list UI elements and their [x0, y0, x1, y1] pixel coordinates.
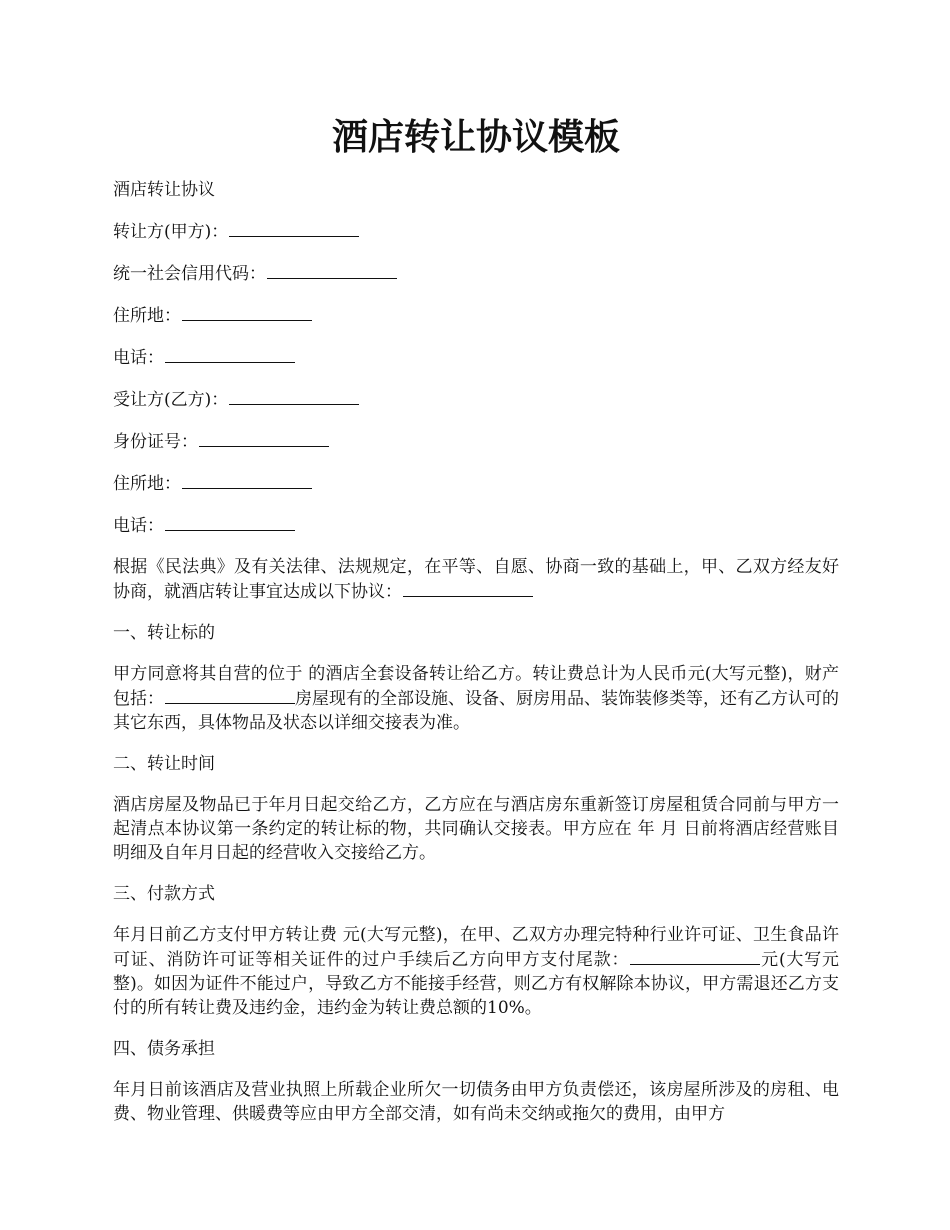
address-a-label: 住所地：: [113, 306, 181, 326]
transferor-field: [113, 219, 839, 244]
address-a-field: [113, 303, 839, 328]
section-2-body: 酒店房屋及物品已于年月日起交给乙方，乙方应在与酒店房东重新签订房屋租赁合同前与甲方一起清点本协议第一条约定的转让标的物，共同确认交接表。甲方应在 年 月 日前将酒店经营账目明细及自年月日起的经营收入交接给乙方。: [113, 795, 839, 863]
section-3-heading: 三、付款方式: [113, 884, 215, 904]
section-3-body: [113, 923, 839, 1020]
credit-code-label: 统一社会信用代码：: [113, 264, 266, 284]
section-1-blank: [165, 686, 295, 704]
section-1-body: [113, 662, 839, 735]
phone-b-blank: [165, 513, 295, 531]
intro-blank: [403, 579, 533, 597]
phone-b-label: 电话：: [113, 516, 164, 536]
phone-a-label: 电话：: [113, 348, 164, 368]
document-content: [113, 112, 839, 1143]
intro-paragraph: [113, 555, 839, 604]
transferee-label: 受让方(乙方)：: [113, 390, 229, 410]
address-a-blank: [182, 303, 312, 321]
section-1-heading: 一、转让标的: [113, 623, 215, 643]
agreement-subtitle: 酒店转让协议: [113, 180, 215, 200]
id-number-field: [113, 429, 839, 454]
intro-text: 根据《民法典》及有关法律、法规规定，在平等、自愿、协商一致的基础上，甲、乙双方经友好协商，就酒店转让事宜达成以下协议：: [113, 557, 839, 602]
section-3-blank: [630, 947, 760, 965]
credit-code-field: [113, 261, 839, 286]
id-number-blank: [199, 429, 329, 447]
phone-a-blank: [165, 345, 295, 363]
id-number-label: 身份证号：: [113, 432, 198, 452]
section-1-text-part1: 甲方同意将其自营的位于 的酒店全套设备转让给乙方。转让费总计为人民币元(大写元整)，财产包括：: [113, 664, 839, 709]
section-3-text-part1: 年月日前乙方支付甲方转让费 元(大写元整)，在甲、乙双方办理完特种行业许可证、卫生食品许可证、消防许可证等相关证件的过户手续后乙方向甲方支付尾款：: [113, 925, 839, 970]
address-b-label: 住所地：: [113, 474, 181, 494]
address-b-blank: [182, 471, 312, 489]
transferor-label: 转让方(甲方)：: [113, 222, 229, 242]
credit-code-blank: [267, 261, 397, 279]
phone-b-field: [113, 513, 839, 538]
section-1-text-part2: 房屋现有的全部设施、设备、厨房用品、装饰装修类等，还有乙方认可的其它东西，具体物品及状态以详细交接表为准。: [113, 689, 839, 733]
transferee-blank: [229, 387, 359, 405]
section-2-heading: 二、转让时间: [113, 754, 215, 774]
section-3-text-part2: 元(大写元整)。如因为证件不能过户，导致乙方不能接手经营，则乙方有权解除本协议，甲方需退还乙方支付的所有转让费及违约金，违约金为转让费总额的10%。: [113, 950, 839, 1018]
transferor-blank: [229, 219, 359, 237]
section-4-heading: 四、债务承担: [113, 1039, 215, 1059]
address-b-field: [113, 471, 839, 496]
phone-a-field: [113, 345, 839, 370]
section-4-body: 年月日前该酒店及营业执照上所载企业所欠一切债务由甲方负责偿还，该房屋所涉及的房租、电费、物业管理、供暖费等应由甲方全部交清，如有尚未交纳或拖欠的费用，由甲方: [113, 1080, 839, 1124]
document-title: 酒店转让协议模板: [331, 116, 620, 158]
transferee-field: [113, 387, 839, 412]
